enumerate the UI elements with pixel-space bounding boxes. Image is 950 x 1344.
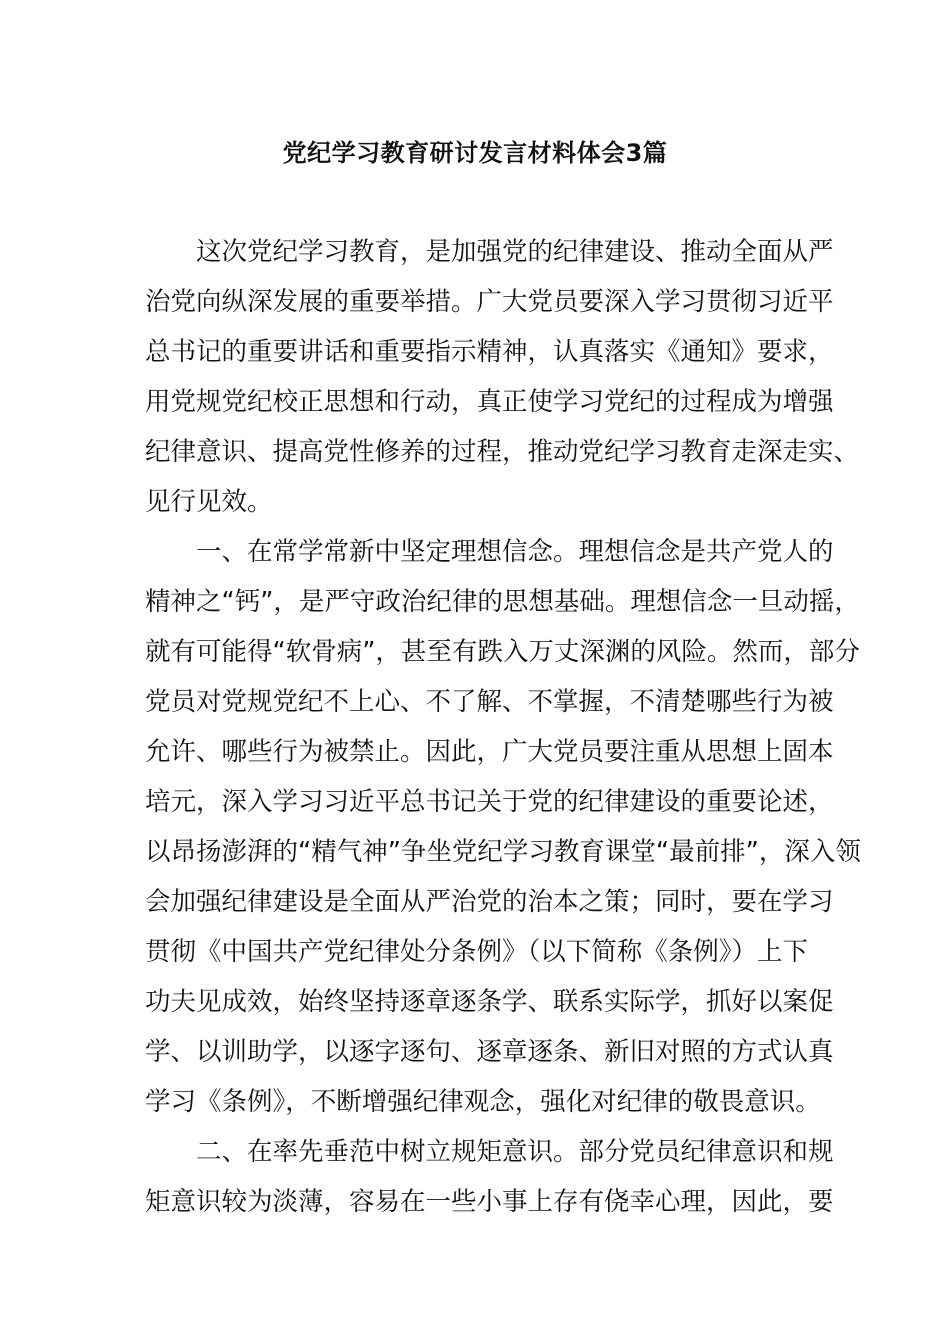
body-line: 用党规党纪校正思想和行动，真正使学习党纪的过程成为增强 (145, 387, 834, 417)
body-line: 一、在常学常新中坚定理想信念。理想信念是共产党人的 (145, 537, 834, 567)
body-line: 精神之“钙”，是严守政治纪律的思想基础。理想信念一旦动摇， (145, 587, 860, 617)
body-line: 功夫见成效，始终坚持逐章逐条学、联系实际学，抓好以案促 (145, 987, 834, 1017)
body-line: 学习《条例》，不断增强纪律观念，强化对纪律的敬畏意识。 (145, 1087, 821, 1117)
body-line: 会加强纪律建设是全面从严治党的治本之策；同时，要在学习 (145, 887, 834, 917)
body-line: 允许、哪些行为被禁止。因此，广大党员要注重从思想上固本 (145, 737, 834, 767)
body-line: 以昂扬澎湃的“精气神”争坐党纪学习教育课堂“最前排”，深入领 (145, 837, 861, 867)
body-line: 二、在率先垂范中树立规矩意识。部分党员纪律意识和规 (145, 1137, 834, 1167)
body-line: 党员对党规党纪不上心、不了解、不掌握，不清楚哪些行为被 (145, 687, 834, 717)
body-line: 这次党纪学习教育，是加强党的纪律建设、推动全面从严 (145, 237, 834, 267)
document-title: 党纪学习教育研讨发言材料体会3篇 (282, 139, 668, 167)
body-line: 学、以训助学，以逐字逐句、逐章逐条、新旧对照的方式认真 (145, 1037, 834, 1067)
body-line: 治党向纵深发展的重要举措。广大党员要深入学习贯彻习近平 (145, 287, 834, 317)
body-line: 矩意识较为淡薄，容易在一些小事上存有侥幸心理，因此，要 (145, 1187, 834, 1217)
body-line: 培元，深入学习习近平总书记关于党的纪律建设的重要论述， (145, 787, 834, 817)
body-line: 见行见效。 (145, 487, 273, 517)
body-line: 总书记的重要讲话和重要指示精神，认真落实《通知》要求， (145, 337, 834, 367)
body-line: 就有可能得“软骨病”，甚至有跌入万丈深渊的风险。然而，部分 (145, 637, 860, 667)
body-line: 贯彻《中国共产党纪律处分条例》（以下简称《条例》）上下 (145, 937, 809, 967)
body-line: 纪律意识、提高党性修养的过程，推动党纪学习教育走深走实、 (145, 437, 860, 467)
